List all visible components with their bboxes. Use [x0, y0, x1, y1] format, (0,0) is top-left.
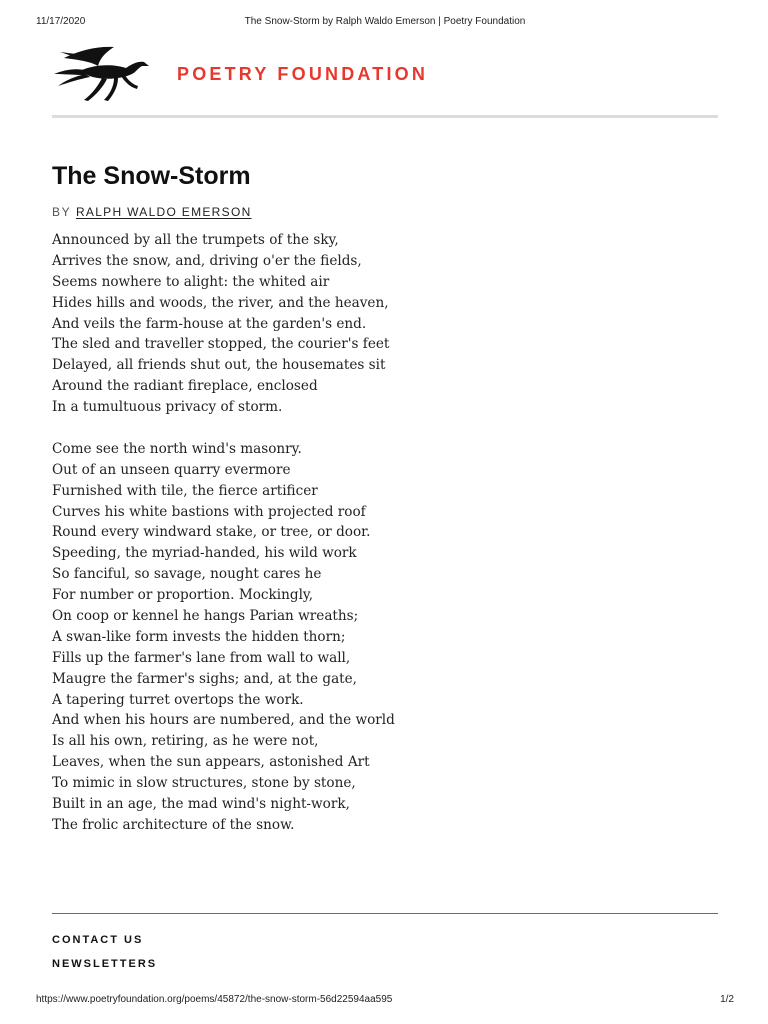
poem-line: Fills up the farmer's lane from wall to wall, — [52, 649, 351, 666]
poem-line: Come see the north wind's masonry. — [52, 440, 302, 457]
print-page-title: The Snow-Storm by Ralph Waldo Emerson | Poetry Foundation — [244, 16, 526, 27]
poem-line: The sled and traveller stopped, the courier's feet — [52, 336, 390, 353]
header-divider — [52, 115, 718, 118]
poem-line: Built in an age, the mad wind's night-work, — [52, 796, 350, 813]
poem-line: Announced by all the trumpets of the sky, — [52, 232, 339, 248]
poem-line: Round every windward stake, or tree, or door. — [52, 524, 371, 541]
poem-line: In a tumultuous privacy of storm. — [52, 399, 283, 416]
print-date: 11/17/2020 — [36, 16, 86, 27]
poem-line: Around the radiant fireplace, enclosed — [52, 378, 318, 395]
poem-line: A tapering turret overtops the work. — [52, 691, 304, 708]
brand-name[interactable]: POETRY FOUNDATION — [177, 64, 429, 84]
print-header — [36, 16, 734, 30]
poem-line: To mimic in slow structures, stone by stone, — [52, 775, 356, 792]
poem-line: Speeding, the myriad-handed, his wild work — [52, 545, 357, 562]
poem-title: The Snow-Storm — [52, 162, 251, 190]
poem-line: For number or proportion. Mockingly, — [52, 587, 314, 604]
pegasus-logo-icon[interactable] — [52, 44, 150, 104]
poem-line: And when his hours are numbered, and the world — [52, 712, 395, 729]
poem-line: Is all his own, retiring, as he were not, — [52, 733, 319, 750]
print-page-number: 1/2 — [720, 994, 734, 1005]
poem-line: Out of an unseen quarry evermore — [52, 461, 291, 478]
contact-us-link[interactable]: CONTACT US — [52, 934, 144, 946]
poem-stanza — [52, 230, 692, 418]
footer-divider — [52, 913, 718, 914]
poem-line: Furnished with tile, the fierce artificer — [52, 482, 318, 499]
poem-line: On coop or kennel he hangs Parian wreaths; — [52, 608, 359, 625]
poem-body — [52, 230, 692, 836]
poem-stanza — [52, 439, 692, 836]
site-header — [52, 44, 718, 116]
poem-line: So fanciful, so savage, nought cares he — [52, 566, 322, 583]
poem-line: Hides hills and woods, the river, and the heaven, — [52, 294, 389, 311]
poem-line: Seems nowhere to alight: the whited air — [52, 273, 330, 290]
poem-line: Leaves, when the sun appears, astonished Art — [52, 754, 370, 771]
by-label: BY — [52, 205, 71, 219]
poem-line: Maugre the farmer's sighs; and, at the gate, — [52, 670, 357, 687]
poem-line: The frolic architecture of the snow. — [52, 816, 295, 833]
poem-line: And veils the farm-house at the garden's end. — [52, 315, 367, 332]
newsletters-link[interactable]: NEWSLETTERS — [52, 958, 158, 970]
author-link[interactable]: RALPH WALDO EMERSON — [75, 205, 252, 219]
poem-line: Arrives the snow, and, driving o'er the fields, — [52, 252, 362, 269]
print-url: https://www.poetryfoundation.org/poems/45872/the-snow-storm-56d22594aa595 — [36, 994, 393, 1005]
poem-line: Delayed, all friends shut out, the housemates sit — [52, 357, 386, 374]
poem-line: A swan-like form invests the hidden thorn; — [52, 628, 346, 645]
print-footer — [36, 994, 734, 1008]
poem-line: Curves his white bastions with projected roof — [52, 503, 366, 520]
byline — [52, 205, 252, 219]
